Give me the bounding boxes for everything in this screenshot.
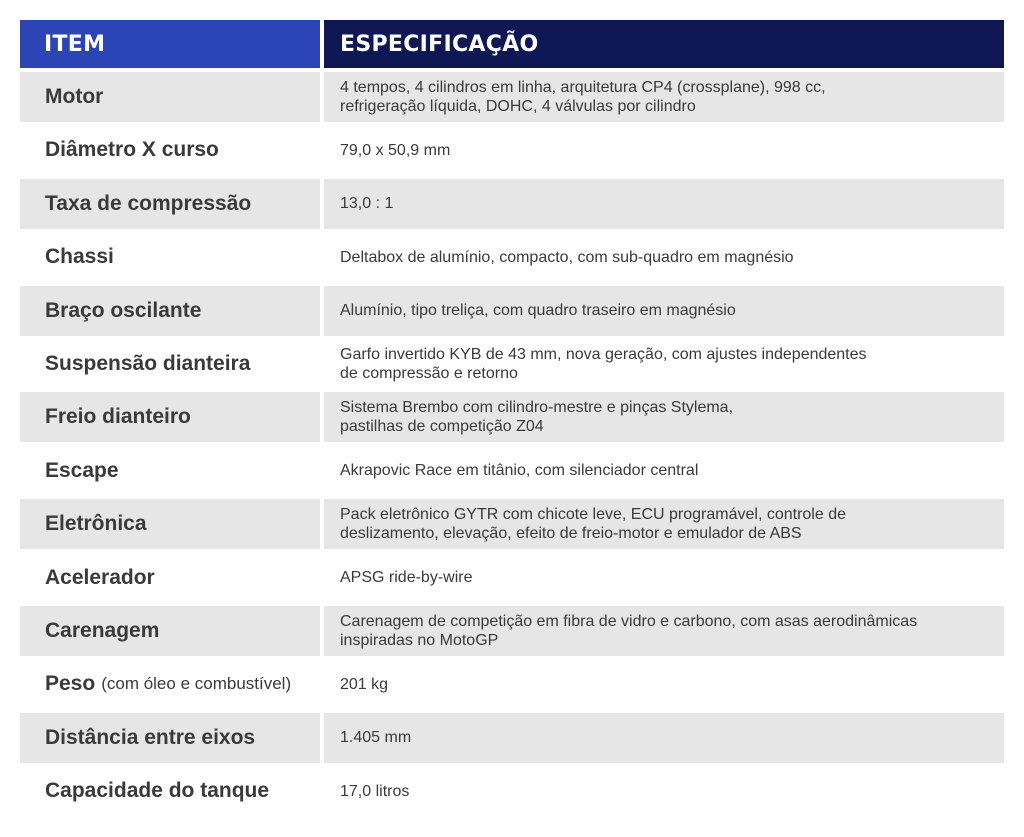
table-row [20,659,1004,709]
item-label: Diâmetro X curso [45,138,219,162]
spec-cell [324,392,1004,442]
table-row [20,446,1004,496]
table-row [20,286,1004,336]
item-label: Freio dianteiro [45,405,191,429]
item-label: Escape [45,458,119,482]
spec-text: 201 kg [340,675,389,693]
item-cell [20,766,320,816]
spec-cell [324,339,1004,389]
header-item: ITEM [20,20,320,68]
item-label: Eletrônica [45,512,147,536]
item-cell [20,72,320,122]
item-cell [20,125,320,175]
item-label: Motor [45,85,104,108]
item-cell [20,232,320,282]
table-row [20,125,1004,175]
spec-cell [324,553,1004,603]
spec-text: Akrapovic Race em titânio, com silenciador central [340,462,699,480]
table-row [20,766,1004,816]
spec-text: 17,0 litros [340,782,410,800]
table-row [20,232,1004,282]
spec-table [20,20,1004,819]
spec-text: APSG ride-by-wire [340,569,473,587]
spec-cell [324,179,1004,229]
table-row [20,392,1004,442]
spec-cell [324,286,1004,336]
item-label: Braço oscilante [45,298,202,322]
item-cell [20,339,320,389]
header-spec: ESPECIFICAÇÃO [324,20,1004,68]
item-label: Distância entre eixos [45,725,256,749]
spec-text: Sistema Brembo com cilindro-mestre e pinças Stylema, pastilhas de competição Z04 [340,399,734,436]
spec-cell [324,606,1004,656]
spec-text: Alumínio, tipo treliça, com quadro traseiro em magnésio [340,302,736,320]
table-row [20,553,1004,603]
spec-text: 13,0 : 1 [340,195,394,213]
item-cell [20,286,320,336]
item-cell [20,606,320,656]
table-row [20,339,1004,389]
item-cell [20,499,320,549]
table-row [20,499,1004,549]
spec-text: 1.405 mm [340,729,412,747]
spec-cell [324,766,1004,816]
spec-cell [324,232,1004,282]
spec-text: 79,0 x 50,9 mm [340,141,451,159]
spec-text: 4 tempos, 4 cilindros em linha, arquitetura CP4 (crossplane), 998 cc, refrigeração líquida, DOHC, 4 válvulas por cilindro [340,79,826,115]
item-label: Capacidade do tanque [45,779,270,803]
table-body [20,72,1004,816]
spec-cell [324,125,1004,175]
item-sublabel: (com óleo e combustível) [101,674,292,694]
item-label: Chassi [45,245,114,269]
spec-text: Pack eletrônico GYTR com chicote leve, ECU programável, controle de deslizamento, elevação, efeito de freio-motor e emulador de ABS [340,506,846,543]
spec-text: Deltabox de alumínio, compacto, com sub-quadro em magnésio [340,248,794,266]
item-cell [20,659,320,709]
item-cell [20,553,320,603]
item-cell [20,392,320,442]
table-row [20,179,1004,229]
item-cell [20,179,320,229]
spec-cell [324,72,1004,122]
spec-text: Garfo invertido KYB de 43 mm, nova geração, com ajustes independentes de compressão e retorno [340,345,867,382]
item-label: Carenagem [45,618,160,642]
spec-cell [324,659,1004,709]
item-label: Taxa de compressão [45,191,252,215]
item-label: Peso [45,672,96,696]
table-row [20,606,1004,656]
item-label: Acelerador [45,565,155,589]
table-header [20,20,1004,68]
spec-cell [324,446,1004,496]
item-cell [20,713,320,763]
item-label: Suspensão dianteira [45,351,251,375]
table-row [20,713,1004,763]
spec-cell [324,499,1004,549]
spec-text: Carenagem de competição em fibra de vidro e carbono, com asas aerodinâmicas inspiradas no MotoGP [340,612,918,649]
item-cell [20,446,320,496]
table-row [20,72,1004,122]
spec-cell [324,713,1004,763]
